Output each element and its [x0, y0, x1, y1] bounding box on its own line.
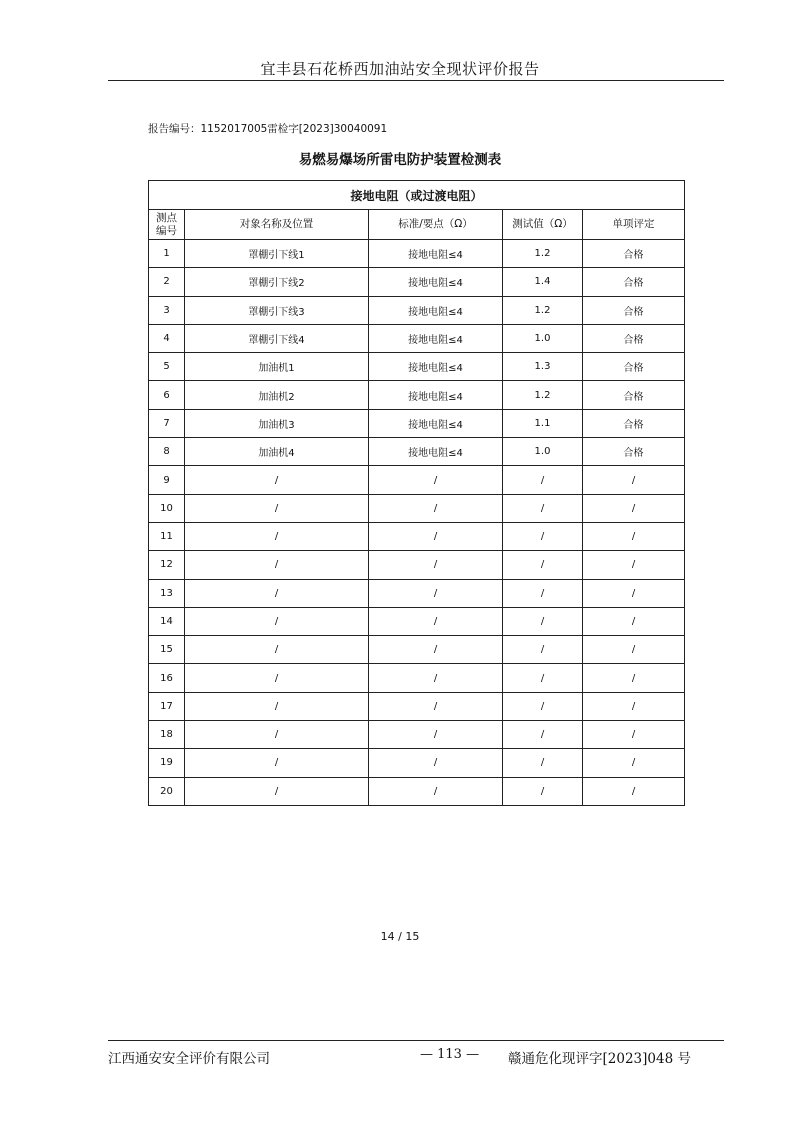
cell-standard: /	[369, 636, 503, 664]
table-row	[149, 522, 685, 550]
cell-evaluation: /	[583, 551, 685, 579]
cell-point-no: 20	[149, 777, 185, 805]
column-header-point-no	[149, 210, 185, 240]
cell-evaluation: /	[583, 522, 685, 550]
cell-evaluation: /	[583, 692, 685, 720]
cell-measured: /	[503, 522, 583, 550]
cell-measured: 1.0	[503, 324, 583, 352]
table-row	[149, 296, 685, 324]
footer-doc-code: 赣通危化现评字[2023]048 号	[508, 1051, 691, 1067]
cell-point-no: 2	[149, 268, 185, 296]
cell-measured: 1.2	[503, 240, 583, 268]
table-row	[149, 551, 685, 579]
cell-point-no: 16	[149, 664, 185, 692]
cell-standard: 接地电阻≤4	[369, 240, 503, 268]
cell-measured: /	[503, 466, 583, 494]
table-row	[149, 268, 685, 296]
column-header-point-no-line2: 编号	[156, 224, 177, 237]
cell-measured: /	[503, 551, 583, 579]
cell-object: /	[185, 607, 369, 635]
cell-measured: /	[503, 721, 583, 749]
cell-object: 加油机2	[185, 381, 369, 409]
table-row	[149, 749, 685, 777]
cell-standard: 接地电阻≤4	[369, 324, 503, 352]
cell-standard: /	[369, 522, 503, 550]
cell-standard: 接地电阻≤4	[369, 353, 503, 381]
cell-measured: /	[503, 664, 583, 692]
table-row	[149, 438, 685, 466]
footer-page: — 113 —	[420, 1047, 480, 1062]
cell-standard: /	[369, 721, 503, 749]
cell-measured: 1.4	[503, 268, 583, 296]
table-row	[149, 466, 685, 494]
cell-evaluation: /	[583, 466, 685, 494]
cell-evaluation: /	[583, 721, 685, 749]
cell-measured: /	[503, 692, 583, 720]
cell-point-no: 8	[149, 438, 185, 466]
cell-measured: 1.3	[503, 353, 583, 381]
cell-object: /	[185, 636, 369, 664]
column-header-measured: 测试值（Ω）	[503, 210, 583, 240]
report-number: 报告编号：1152017005雷检字[2023]30040091	[148, 123, 388, 135]
cell-evaluation: /	[583, 664, 685, 692]
cell-evaluation: /	[583, 749, 685, 777]
footer-company: 江西通安安全评价有限公司	[108, 1051, 270, 1067]
cell-measured: /	[503, 636, 583, 664]
table-row	[149, 607, 685, 635]
cell-object: 罩棚引下线3	[185, 296, 369, 324]
cell-point-no: 9	[149, 466, 185, 494]
cell-object: /	[185, 466, 369, 494]
table-title: 易燃易爆场所雷电防护装置检测表	[298, 152, 502, 168]
cell-standard: 接地电阻≤4	[369, 381, 503, 409]
cell-measured: /	[503, 749, 583, 777]
cell-measured: /	[503, 607, 583, 635]
cell-standard: 接地电阻≤4	[369, 438, 503, 466]
cell-object: /	[185, 494, 369, 522]
cell-evaluation: 合格	[583, 438, 685, 466]
cell-evaluation: 合格	[583, 409, 685, 437]
cell-standard: /	[369, 607, 503, 635]
cell-object: /	[185, 777, 369, 805]
cell-measured: 1.2	[503, 296, 583, 324]
cell-evaluation: 合格	[583, 353, 685, 381]
cell-standard: /	[369, 494, 503, 522]
cell-object: 加油机3	[185, 409, 369, 437]
column-header-point-no-line1: 测点	[156, 211, 177, 224]
table-row	[149, 324, 685, 352]
cell-object: /	[185, 721, 369, 749]
cell-point-no: 19	[149, 749, 185, 777]
cell-standard: /	[369, 466, 503, 494]
cell-evaluation: /	[583, 636, 685, 664]
cell-standard: /	[369, 579, 503, 607]
cell-object: /	[185, 692, 369, 720]
cell-point-no: 13	[149, 579, 185, 607]
column-header-evaluation: 单项评定	[583, 210, 685, 240]
table-row	[149, 381, 685, 409]
cell-measured: /	[503, 494, 583, 522]
cell-measured: /	[503, 579, 583, 607]
cell-standard: 接地电阻≤4	[369, 268, 503, 296]
cell-standard: 接地电阻≤4	[369, 409, 503, 437]
cell-point-no: 4	[149, 324, 185, 352]
table-row	[149, 579, 685, 607]
cell-point-no: 11	[149, 522, 185, 550]
cell-point-no: 6	[149, 381, 185, 409]
cell-object: 加油机4	[185, 438, 369, 466]
cell-evaluation: /	[583, 777, 685, 805]
cell-object: 加油机1	[185, 353, 369, 381]
inspection-table	[148, 180, 685, 806]
cell-point-no: 7	[149, 409, 185, 437]
cell-evaluation: 合格	[583, 240, 685, 268]
cell-point-no: 18	[149, 721, 185, 749]
cell-standard: 接地电阻≤4	[369, 296, 503, 324]
cell-standard: /	[369, 749, 503, 777]
table-body	[149, 240, 685, 806]
cell-measured: 1.2	[503, 381, 583, 409]
table-row	[149, 409, 685, 437]
cell-evaluation: /	[583, 607, 685, 635]
table-row	[149, 664, 685, 692]
cell-object: 罩棚引下线1	[185, 240, 369, 268]
cell-point-no: 5	[149, 353, 185, 381]
cell-standard: /	[369, 777, 503, 805]
cell-evaluation: 合格	[583, 381, 685, 409]
column-header-standard: 标准/要点（Ω）	[369, 210, 503, 240]
cell-point-no: 12	[149, 551, 185, 579]
table-row	[149, 692, 685, 720]
cell-standard: /	[369, 551, 503, 579]
cell-standard: /	[369, 664, 503, 692]
table-row	[149, 353, 685, 381]
cell-object: /	[185, 551, 369, 579]
cell-object: 罩棚引下线2	[185, 268, 369, 296]
cell-point-no: 14	[149, 607, 185, 635]
cell-standard: /	[369, 692, 503, 720]
group-header: 接地电阻（或过渡电阻）	[149, 181, 685, 210]
cell-measured: /	[503, 777, 583, 805]
cell-point-no: 17	[149, 692, 185, 720]
cell-measured: 1.0	[503, 438, 583, 466]
footer-divider	[108, 1040, 724, 1041]
table-row	[149, 240, 685, 268]
cell-object: 罩棚引下线4	[185, 324, 369, 352]
cell-point-no: 15	[149, 636, 185, 664]
cell-point-no: 1	[149, 240, 185, 268]
cell-measured: 1.1	[503, 409, 583, 437]
table-row	[149, 777, 685, 805]
cell-evaluation: 合格	[583, 324, 685, 352]
cell-point-no: 3	[149, 296, 185, 324]
cell-evaluation: 合格	[583, 268, 685, 296]
document-header-title: 宜丰县石花桥西加油站安全现状评价报告	[260, 60, 540, 78]
cell-object: /	[185, 522, 369, 550]
page-number: 14 / 15	[380, 930, 420, 943]
cell-object: /	[185, 664, 369, 692]
header-divider	[108, 80, 724, 81]
table-row	[149, 494, 685, 522]
table-row	[149, 636, 685, 664]
cell-evaluation: 合格	[583, 296, 685, 324]
cell-object: /	[185, 749, 369, 777]
cell-evaluation: /	[583, 579, 685, 607]
column-header-object: 对象名称及位置	[185, 210, 369, 240]
cell-evaluation: /	[583, 494, 685, 522]
cell-point-no: 10	[149, 494, 185, 522]
table-row	[149, 721, 685, 749]
cell-object: /	[185, 579, 369, 607]
